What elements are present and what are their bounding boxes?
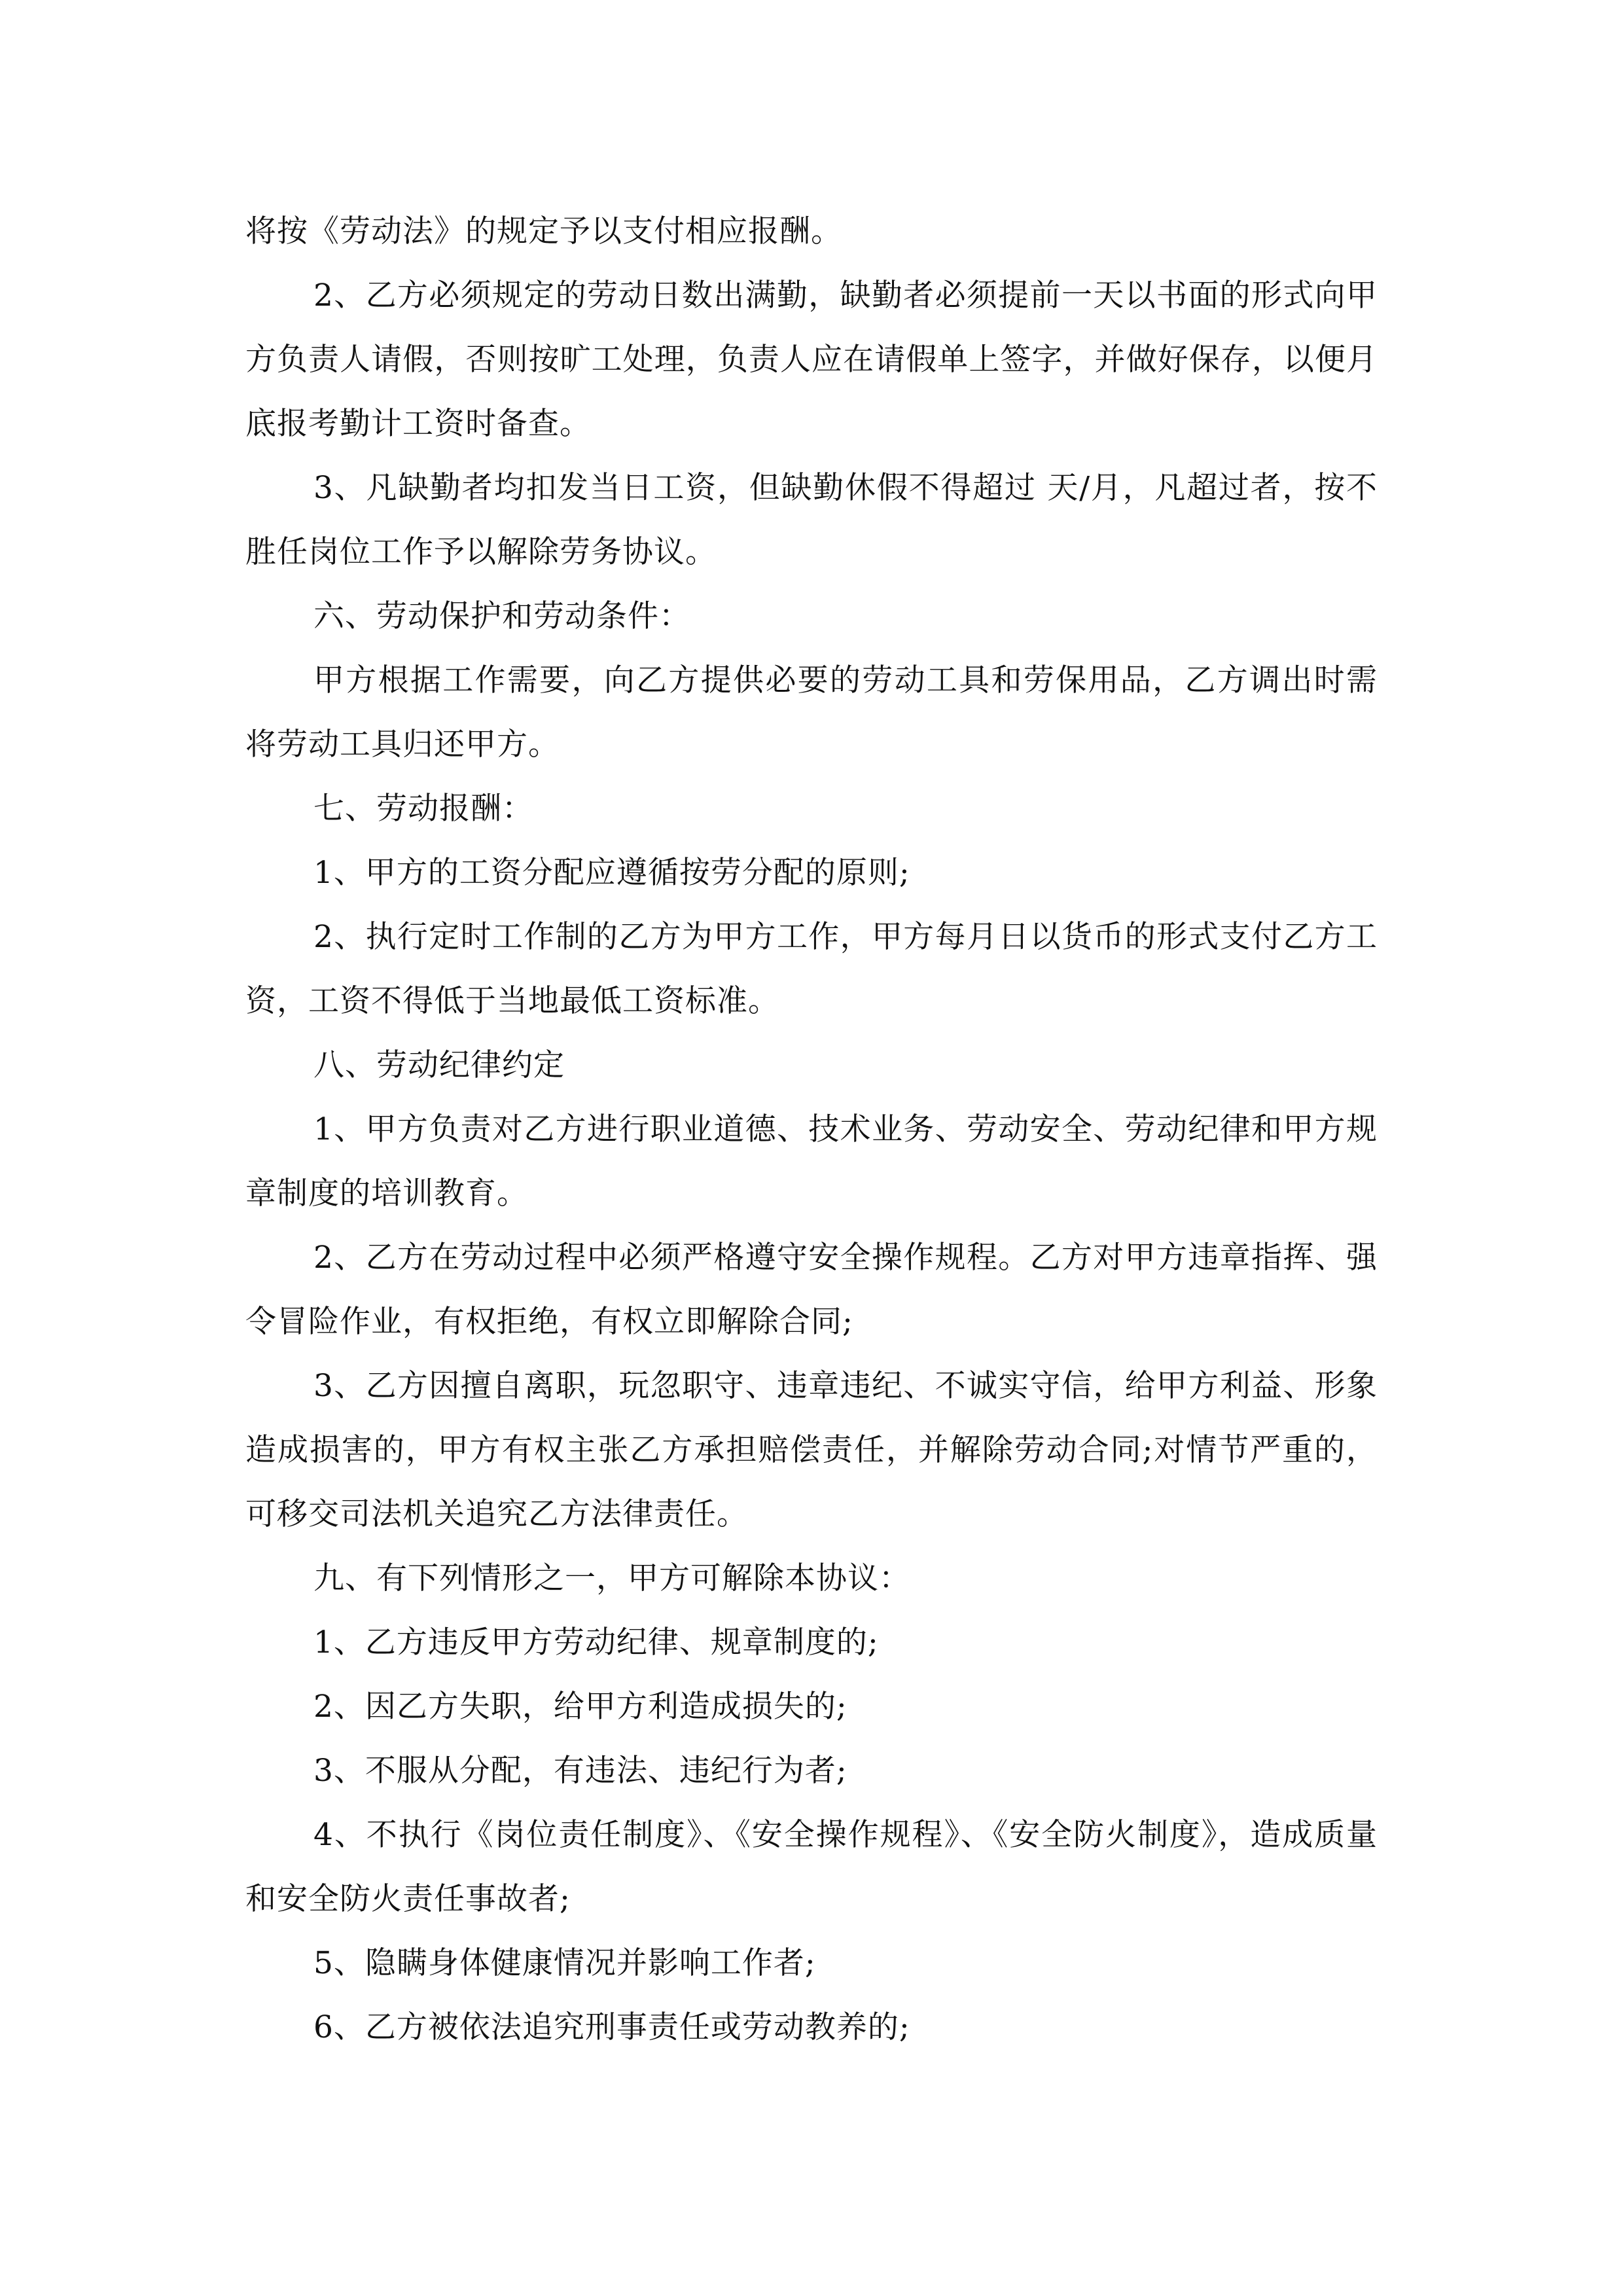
paragraph-12: 3、乙方因擅自离职，玩忽职守、违章违纪、不诚实守信，给甲方利益、形象造成损害的，甲方有权主张乙方承担赔偿责任，并解除劳动合同;对情节严重的，可移交司法机关追究乙方法律责任。 bbox=[245, 1368, 1378, 1532]
paragraph-15: 2、因乙方失职，给甲方利造成损失的; bbox=[313, 1689, 847, 1725]
section-heading-6: 六、劳动保护和劳动条件： bbox=[313, 598, 690, 634]
paragraph-17: 4、不执行《岗位责任制度》、《安全操作规程》、《安全防火制度》，造成质量和安全防火责任事故者; bbox=[245, 1817, 1378, 1917]
paragraph-19: 6、乙方被依法追究刑事责任或劳动教养的; bbox=[313, 2009, 910, 2045]
paragraph-7: 1、甲方的工资分配应遵循按劳分配的原则; bbox=[313, 855, 910, 891]
paragraph-3: 3、凡缺勤者均扣发当日工资，但缺勤休假不得超过 天/月，凡超过者，按不胜任岗位工作予以解除劳务协议。 bbox=[245, 470, 1378, 570]
paragraph-18: 5、隐瞒身体健康情况并影响工作者; bbox=[313, 1945, 816, 1981]
section-heading-8: 八、劳动纪律约定 bbox=[313, 1047, 565, 1083]
paragraph-8: 2、执行定时工作制的乙方为甲方工作，甲方每月日以货币的形式支付乙方工资，工资不得低于当地最低工资标准。 bbox=[245, 919, 1378, 1019]
section-heading-9: 九、有下列情形之一，甲方可解除本协议： bbox=[313, 1560, 910, 1596]
document-body bbox=[245, 200, 1378, 2060]
paragraph-1: 将按《劳动法》的规定予以支付相应报酬。 bbox=[245, 213, 842, 249]
paragraph-2: 2、乙方必须规定的劳动日数出满勤，缺勤者必须提前一天以书面的形式向甲方负责人请假，否则按旷工处理，负责人应在请假单上签字，并做好保存，以便月底报考勤计工资时备查。 bbox=[245, 278, 1378, 442]
section-heading-7: 七、劳动报酬： bbox=[313, 791, 533, 827]
paragraph-5: 甲方根据工作需要，向乙方提供必要的劳动工具和劳保用品，乙方调出时需将劳动工具归还甲方。 bbox=[245, 662, 1378, 762]
paragraph-10: 1、甲方负责对乙方进行职业道德、技术业务、劳动安全、劳动纪律和甲方规章制度的培训教育。 bbox=[245, 1111, 1378, 1211]
paragraph-11: 2、乙方在劳动过程中必须严格遵守安全操作规程。乙方对甲方违章指挥、强令冒险作业，有权拒绝，有权立即解除合同; bbox=[245, 1240, 1378, 1340]
paragraph-16: 3、不服从分配，有违法、违纪行为者; bbox=[313, 1753, 847, 1789]
paragraph-14: 1、乙方违反甲方劳动纪律、规章制度的; bbox=[313, 1624, 879, 1660]
